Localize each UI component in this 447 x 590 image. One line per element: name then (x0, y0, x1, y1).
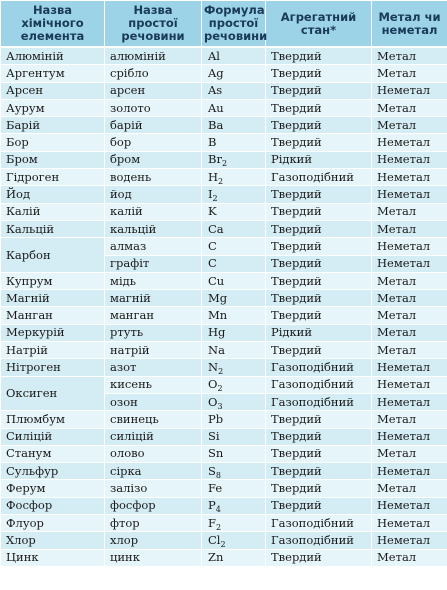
table-row (1, 376, 447, 393)
cell-substance-name: цинк (105, 549, 202, 566)
cell-metal-type: Метал (372, 99, 447, 116)
cell-element-name: Йод (1, 186, 105, 203)
cell-state: Газоподібний (266, 169, 372, 186)
formula-symbol: Cl (208, 532, 221, 547)
cell-element-name: Флуор (1, 515, 105, 532)
cell-state: Рідкий (266, 151, 372, 168)
cell-element-name: Манган (1, 307, 105, 324)
table-row (1, 549, 447, 566)
cell-metal-type: Метал (372, 324, 447, 341)
cell-state: Газоподібний (266, 359, 372, 376)
cell-substance-name: кальцій (105, 220, 202, 237)
formula-subscript: 2 (220, 539, 226, 549)
table-row (1, 82, 447, 99)
cell-metal-type: Метал (372, 445, 447, 462)
table-row (1, 480, 447, 497)
table-row (1, 342, 447, 359)
cell-substance-name: калій (105, 203, 202, 220)
cell-state: Газоподібний (266, 515, 372, 532)
cell-substance-name: олово (105, 445, 202, 462)
cell-formula (202, 359, 266, 376)
cell-substance-name: хлор (105, 532, 202, 549)
cell-formula (202, 445, 266, 462)
cell-substance-name: алмаз (105, 238, 202, 255)
formula-subscript: 2 (215, 522, 222, 532)
cell-element-name: Ферум (1, 480, 105, 497)
cell-substance-name: кисень (105, 376, 202, 393)
cell-substance-name: силіцій (105, 428, 202, 445)
table-row (1, 307, 447, 324)
cell-formula (202, 272, 266, 289)
table-row (1, 99, 447, 116)
cell-substance-name: залізо (105, 480, 202, 497)
formula-symbol: Br (208, 152, 222, 167)
cell-substance-name: натрій (105, 342, 202, 359)
cell-metal-type: Метал (372, 203, 447, 220)
table-row (1, 220, 447, 237)
cell-substance-name: алюміній (105, 47, 202, 65)
cell-element-name: Нітроген (1, 359, 105, 376)
table-row (1, 272, 447, 289)
formula-subscript: 2 (221, 159, 228, 169)
cell-state: Твердий (266, 99, 372, 116)
formula-subscript: 2 (212, 194, 218, 204)
table-row (1, 117, 447, 134)
table-row (1, 428, 447, 445)
formula-symbol: Au (208, 100, 224, 115)
cell-substance-name: сірка (105, 463, 202, 480)
cell-formula (202, 117, 266, 134)
cell-element-name: Калій (1, 203, 105, 220)
formula-symbol: C (208, 256, 217, 271)
cell-element-name: Силіцій (1, 428, 105, 445)
formula-subscript: 2 (217, 384, 223, 394)
cell-element-name: Алюміній (1, 47, 105, 65)
formula-symbol: Sn (208, 446, 224, 461)
formula-subscript: 8 (215, 470, 221, 480)
cell-formula (202, 532, 266, 549)
cell-substance-name: бор (105, 134, 202, 151)
cell-substance-name: йод (105, 186, 202, 203)
cell-formula (202, 324, 266, 341)
cell-metal-type: Метал (372, 307, 447, 324)
cell-state: Твердий (266, 549, 372, 566)
cell-state: Газоподібний (266, 532, 372, 549)
formula-symbol: Ca (208, 221, 224, 236)
cell-substance-name: фтор (105, 515, 202, 532)
table-row (1, 238, 447, 255)
cell-element-name: Станум (1, 445, 105, 462)
cell-substance-name: бром (105, 151, 202, 168)
cell-element-name: Плюмбум (1, 411, 105, 428)
cell-metal-type: Метал (372, 272, 447, 289)
header-substance-name: Назва простої речовини (105, 1, 202, 48)
cell-metal-type: Неметал (372, 186, 447, 203)
cell-element-name: Купрум (1, 272, 105, 289)
formula-symbol: Na (208, 342, 225, 357)
cell-formula (202, 99, 266, 116)
formula-symbol: Mn (208, 308, 228, 323)
cell-formula (202, 428, 266, 445)
formula-symbol: P (208, 498, 216, 513)
cell-state: Твердий (266, 134, 372, 151)
header-formula: Формула простої речовини (202, 1, 266, 48)
formula-symbol: As (208, 83, 223, 98)
cell-metal-type: Неметал (372, 82, 447, 99)
table-row (1, 65, 447, 82)
formula-symbol: N (208, 359, 219, 374)
cell-formula (202, 255, 266, 272)
cell-state: Твердий (266, 117, 372, 134)
cell-formula (202, 238, 266, 255)
cell-element-name: Гідроген (1, 169, 105, 186)
cell-metal-type: Неметал (372, 532, 447, 549)
formula-subscript: 3 (217, 401, 223, 411)
cell-metal-type: Неметал (372, 255, 447, 272)
cell-substance-name: срібло (105, 65, 202, 82)
cell-state: Газоподібний (266, 393, 372, 410)
cell-formula (202, 290, 266, 307)
cell-formula (202, 203, 266, 220)
cell-substance-name: озон (105, 393, 202, 410)
table-row (1, 497, 447, 514)
formula-symbol: O (208, 377, 218, 392)
formula-subscript: 2 (218, 366, 224, 376)
header-state: Агрегатний стан* (266, 1, 372, 48)
header-metal: Метал чи неметал (372, 1, 447, 48)
cell-formula (202, 393, 266, 410)
cell-substance-name: ртуть (105, 324, 202, 341)
table-row (1, 324, 447, 341)
cell-metal-type: Метал (372, 117, 447, 134)
table-row (1, 532, 447, 549)
formula-symbol: I (208, 187, 213, 202)
cell-substance-name: золото (105, 99, 202, 116)
cell-metal-type: Неметал (372, 238, 447, 255)
cell-state: Рідкий (266, 324, 372, 341)
cell-formula (202, 497, 266, 514)
cell-metal-type: Метал (372, 411, 447, 428)
formula-subscript: 4 (215, 505, 221, 515)
cell-element-name: Барій (1, 117, 105, 134)
cell-state: Твердий (266, 82, 372, 99)
cell-substance-name: манган (105, 307, 202, 324)
cell-state: Твердий (266, 428, 372, 445)
cell-element-name: Натрій (1, 342, 105, 359)
cell-formula (202, 515, 266, 532)
cell-state: Твердий (266, 445, 372, 462)
cell-formula (202, 480, 266, 497)
cell-element-name: Меркурій (1, 324, 105, 341)
cell-element-name: Аргентум (1, 65, 105, 82)
formula-symbol: S (208, 463, 216, 478)
cell-formula (202, 463, 266, 480)
table-row (1, 47, 447, 65)
cell-metal-type: Неметал (372, 151, 447, 168)
cell-element-name: Цинк (1, 549, 105, 566)
formula-symbol: Mg (208, 290, 228, 305)
cell-substance-name: магній (105, 290, 202, 307)
cell-metal-type: Неметал (372, 497, 447, 514)
cell-element-name: Магній (1, 290, 105, 307)
formula-symbol: Zn (208, 550, 224, 565)
table-row (1, 290, 447, 307)
cell-state: Твердий (266, 411, 372, 428)
cell-metal-type: Неметал (372, 463, 447, 480)
cell-element-name: Бром (1, 151, 105, 168)
formula-symbol: Si (208, 429, 220, 444)
cell-state: Твердий (266, 307, 372, 324)
formula-symbol: Al (208, 48, 220, 63)
cell-metal-type: Метал (372, 549, 447, 566)
table-row (1, 515, 447, 532)
cell-formula (202, 186, 266, 203)
formula-symbol: C (208, 238, 217, 253)
formula-symbol: Fe (208, 481, 223, 496)
cell-metal-type: Метал (372, 480, 447, 497)
table-header-row (1, 1, 447, 48)
formula-symbol: B (208, 135, 217, 150)
cell-metal-type: Неметал (372, 515, 447, 532)
cell-metal-type: Метал (372, 47, 447, 65)
cell-metal-type: Неметал (372, 393, 447, 410)
table-row (1, 463, 447, 480)
cell-metal-type: Неметал (372, 169, 447, 186)
formula-symbol: Ba (208, 117, 224, 132)
cell-state: Твердий (266, 238, 372, 255)
table-row (1, 151, 447, 168)
table-row (1, 445, 447, 462)
table-row (1, 186, 447, 203)
cell-formula (202, 47, 266, 65)
formula-symbol: F (208, 515, 216, 530)
table-body (1, 47, 447, 566)
table-row (1, 134, 447, 151)
formula-symbol: Pb (208, 411, 224, 426)
cell-formula (202, 169, 266, 186)
cell-substance-name: свинець (105, 411, 202, 428)
cell-formula (202, 342, 266, 359)
cell-metal-type: Метал (372, 220, 447, 237)
cell-substance-name: водень (105, 169, 202, 186)
cell-substance-name: фосфор (105, 497, 202, 514)
cell-metal-type: Метал (372, 65, 447, 82)
cell-element-name: Фосфор (1, 497, 105, 514)
cell-element-name: Карбон (1, 238, 105, 273)
cell-formula (202, 82, 266, 99)
cell-state: Твердий (266, 480, 372, 497)
table-row (1, 411, 447, 428)
formula-symbol: K (208, 204, 217, 219)
cell-element-name: Арсен (1, 82, 105, 99)
cell-formula (202, 134, 266, 151)
formula-symbol: O (208, 394, 218, 409)
cell-state: Твердий (266, 65, 372, 82)
cell-metal-type: Неметал (372, 134, 447, 151)
cell-substance-name: мідь (105, 272, 202, 289)
cell-state: Твердий (266, 47, 372, 65)
cell-state: Твердий (266, 203, 372, 220)
cell-formula (202, 307, 266, 324)
formula-subscript: 2 (218, 176, 224, 186)
formula-symbol: H (208, 169, 219, 184)
cell-state: Твердий (266, 497, 372, 514)
formula-symbol: Cu (208, 273, 225, 288)
cell-formula (202, 411, 266, 428)
cell-metal-type: Метал (372, 290, 447, 307)
cell-element-name: Кальцій (1, 220, 105, 237)
cell-state: Газоподібний (266, 376, 372, 393)
table-row (1, 169, 447, 186)
cell-state: Твердий (266, 272, 372, 289)
cell-element-name: Оксиген (1, 376, 105, 411)
cell-formula (202, 376, 266, 393)
cell-state: Твердий (266, 220, 372, 237)
cell-element-name: Аурум (1, 99, 105, 116)
cell-state: Твердий (266, 290, 372, 307)
cell-substance-name: азот (105, 359, 202, 376)
cell-element-name: Хлор (1, 532, 105, 549)
table-row (1, 203, 447, 220)
formula-symbol: Hg (208, 325, 226, 340)
cell-state: Твердий (266, 342, 372, 359)
cell-element-name: Сульфур (1, 463, 105, 480)
cell-element-name: Бор (1, 134, 105, 151)
cell-substance-name: арсен (105, 82, 202, 99)
cell-formula (202, 151, 266, 168)
cell-metal-type: Метал (372, 342, 447, 359)
table-row (1, 359, 447, 376)
cell-metal-type: Неметал (372, 359, 447, 376)
formula-symbol: Ag (208, 65, 224, 80)
cell-substance-name: графіт (105, 255, 202, 272)
cell-metal-type: Неметал (372, 376, 447, 393)
cell-state: Твердий (266, 463, 372, 480)
cell-formula (202, 549, 266, 566)
cell-state: Твердий (266, 186, 372, 203)
cell-formula (202, 65, 266, 82)
cell-metal-type: Неметал (372, 428, 447, 445)
cell-state: Твердий (266, 255, 372, 272)
cell-substance-name: барій (105, 117, 202, 134)
header-element-name: Назва хімічного елемента (1, 1, 105, 48)
cell-formula (202, 220, 266, 237)
